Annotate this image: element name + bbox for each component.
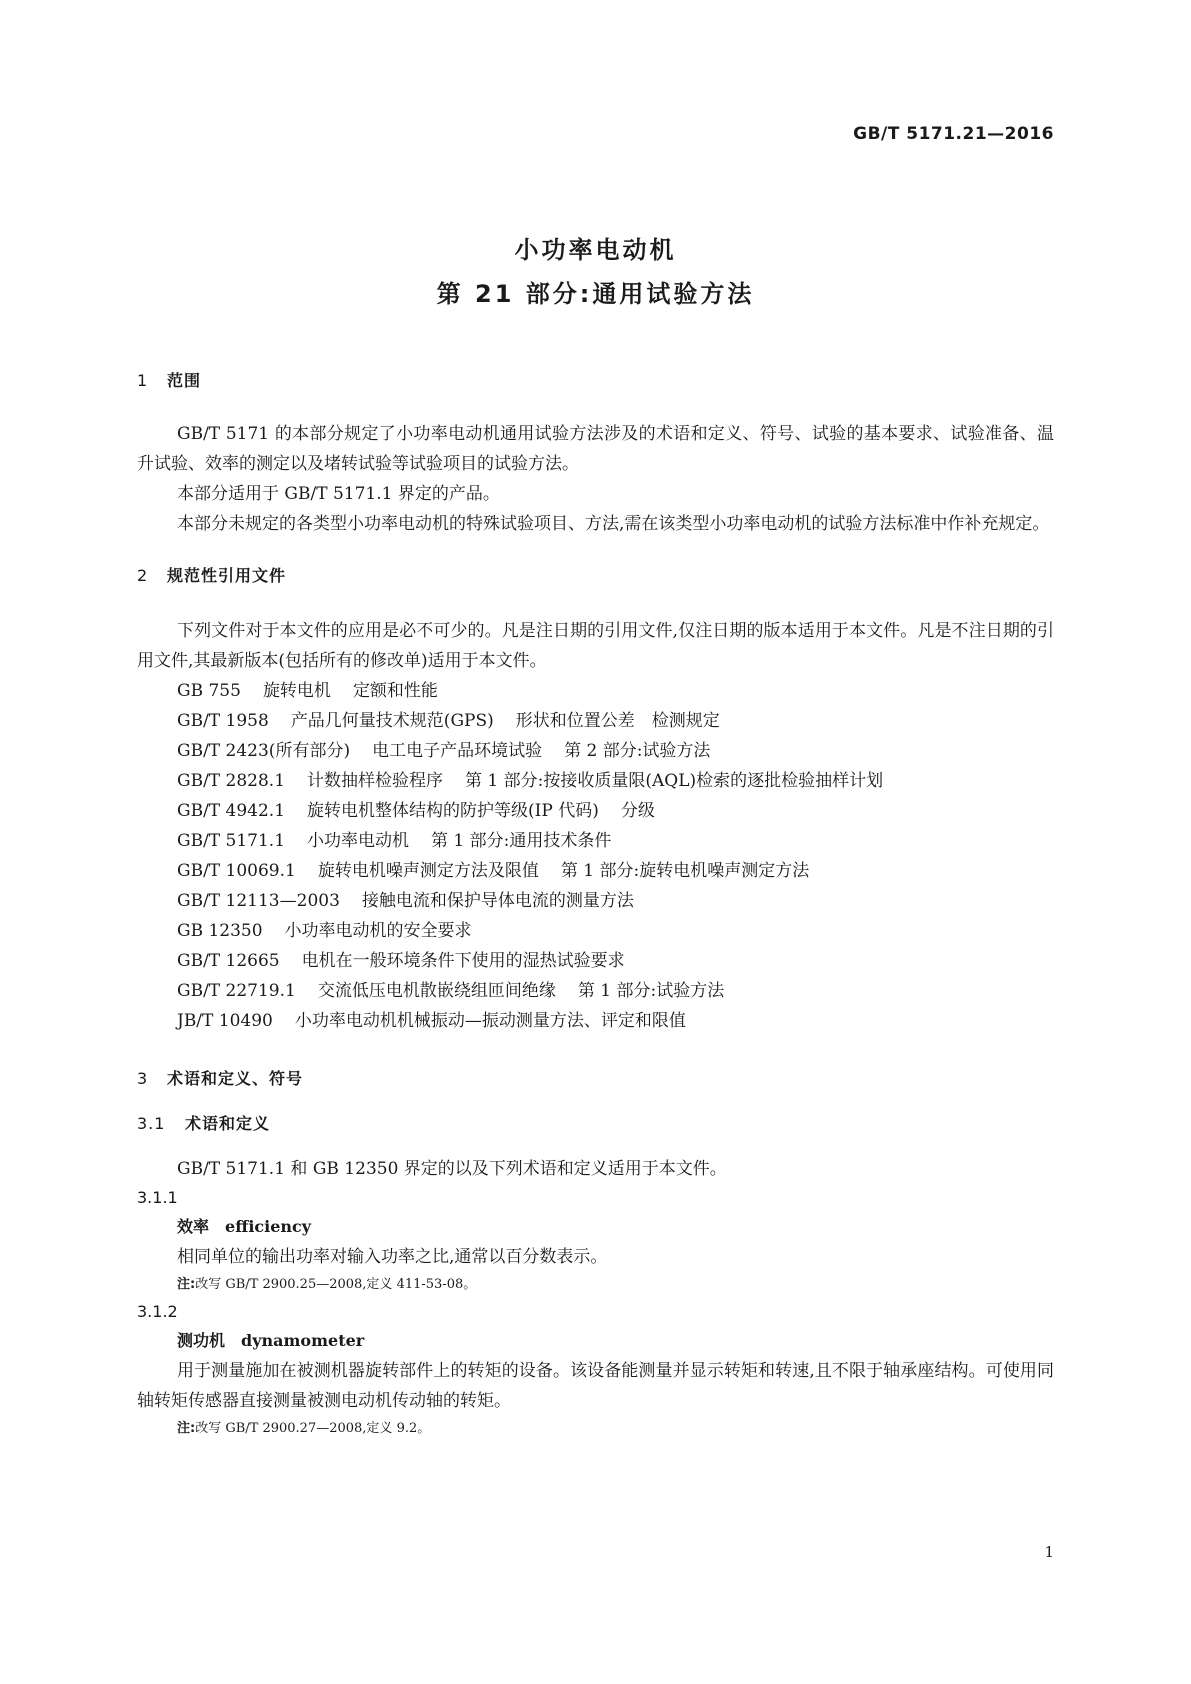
section-2-title: 规范性引用文件 bbox=[167, 566, 287, 585]
reference-part: 第 1 部分:按接收质量限(AQL)检索的逐批检验抽样计划 bbox=[465, 771, 884, 791]
reference-title: 小功率电动机机械振动—振动测量方法、评定和限值 bbox=[294, 1011, 686, 1031]
reference-code: JB/T 10490 bbox=[177, 1011, 273, 1031]
reference-code: GB 755 bbox=[177, 681, 241, 701]
note-label: 注: bbox=[177, 1421, 196, 1436]
reference-title: 接触电流和保护导体电流的测量方法 bbox=[361, 891, 634, 911]
reference-title: 旋转电机整体结构的防护等级(IP 代码) bbox=[307, 801, 599, 821]
term-number: 3.1.2 bbox=[137, 1302, 178, 1321]
reference-item bbox=[177, 1006, 1054, 1036]
reference-part: 第 2 部分:试验方法 bbox=[564, 741, 711, 761]
document-subtitle: 第 21 部分:通用试验方法 bbox=[436, 280, 755, 308]
reference-code: GB/T 5171.1 bbox=[177, 831, 286, 851]
term-note bbox=[177, 1416, 1054, 1442]
reference-title: 产品几何量技术规范(GPS) bbox=[290, 711, 494, 731]
reference-item bbox=[177, 736, 1054, 766]
term-definition: 相同单位的输出功率对输入功率之比,通常以百分数表示。 bbox=[177, 1247, 608, 1267]
reference-item bbox=[177, 856, 1054, 886]
scope-paragraph-1: GB/T 5171 的本部分规定了小功率电动机通用试验方法涉及的术语和定义、符号、试验的基本要求、试验准备、温升试验、效率的测定以及堵转试验等试验项目的试验方法。 bbox=[137, 424, 1054, 474]
section-3-heading bbox=[137, 1066, 1054, 1089]
section-1-heading bbox=[137, 368, 1054, 391]
reference-part: 分级 bbox=[620, 801, 655, 821]
standard-number: GB/T 5171.21—2016 bbox=[853, 124, 1054, 144]
section-1-number: 1 bbox=[137, 371, 149, 390]
reference-item bbox=[177, 706, 1054, 736]
reference-item bbox=[177, 826, 1054, 856]
section-3-title: 术语和定义、符号 bbox=[167, 1069, 304, 1088]
term-definition: 用于测量施加在被测机器旋转部件上的转矩的设备。该设备能测量并显示转矩和转速,且不限于轴承座结构。可使用同轴转矩传感器直接测量被测电动机传动轴的转矩。 bbox=[137, 1361, 1054, 1411]
reference-item bbox=[177, 886, 1054, 916]
reference-title: 小功率电动机的安全要求 bbox=[284, 921, 472, 941]
term-zh: 测功机 bbox=[177, 1331, 226, 1350]
reference-title: 旋转电机噪声测定方法及限值 bbox=[317, 861, 539, 881]
section-1-title: 范围 bbox=[167, 371, 202, 390]
reference-part: 第 1 部分:试验方法 bbox=[577, 981, 725, 1001]
document-title: 小功率电动机 bbox=[514, 236, 677, 264]
reference-item bbox=[177, 676, 1054, 706]
reference-title: 旋转电机 bbox=[262, 681, 331, 701]
term-number: 3.1.1 bbox=[137, 1188, 178, 1207]
scope-paragraph-2: 本部分适用于 GB/T 5171.1 界定的产品。 bbox=[177, 484, 500, 504]
reference-list bbox=[137, 676, 1054, 1036]
reference-item bbox=[177, 976, 1054, 1006]
reference-code: GB/T 12665 bbox=[177, 951, 280, 971]
note-text: 改写 GB/T 2900.25—2008,定义 411-53-08。 bbox=[195, 1277, 477, 1292]
term-en: efficiency bbox=[225, 1217, 312, 1236]
reference-part: 第 1 部分:旋转电机噪声测定方法 bbox=[560, 861, 810, 881]
section-2-number: 2 bbox=[137, 566, 149, 585]
reference-code: GB/T 1958 bbox=[177, 711, 269, 731]
reference-code: GB/T 4942.1 bbox=[177, 801, 286, 821]
reference-code: GB/T 2423(所有部分) bbox=[177, 741, 351, 761]
reference-code: GB/T 22719.1 bbox=[177, 981, 296, 1001]
document-body bbox=[137, 368, 1054, 1442]
reference-item bbox=[177, 946, 1054, 976]
reference-item bbox=[177, 916, 1054, 946]
terms-intro: GB/T 5171.1 和 GB 12350 界定的以及下列术语和定义适用于本文件。 bbox=[177, 1159, 727, 1179]
note-label: 注: bbox=[177, 1277, 196, 1292]
term-note bbox=[177, 1272, 1054, 1298]
section-3-1-heading bbox=[137, 1111, 1054, 1134]
section-3-1-title: 术语和定义 bbox=[185, 1114, 271, 1133]
term-heading bbox=[177, 1326, 1054, 1356]
section-3-number: 3 bbox=[137, 1069, 149, 1088]
term-zh: 效率 bbox=[177, 1217, 210, 1236]
reference-part: 定额和性能 bbox=[352, 681, 438, 701]
reference-code: GB 12350 bbox=[177, 921, 263, 941]
reference-title: 电机在一般环境条件下使用的湿热试验要求 bbox=[301, 951, 625, 971]
reference-code: GB/T 10069.1 bbox=[177, 861, 296, 881]
reference-part: 形状和位置公差 检测规定 bbox=[515, 711, 720, 731]
term-en: dynamometer bbox=[241, 1331, 365, 1350]
page-number: 1 bbox=[1044, 1543, 1054, 1561]
term-heading bbox=[177, 1212, 1054, 1242]
section-3-1-number: 3.1 bbox=[137, 1114, 166, 1133]
note-text: 改写 GB/T 2900.27—2008,定义 9.2。 bbox=[195, 1421, 431, 1436]
reference-title: 电工电子产品环境试验 bbox=[372, 741, 543, 761]
section-2-heading bbox=[137, 563, 1054, 586]
reference-part: 第 1 部分:通用技术条件 bbox=[431, 831, 612, 851]
reference-title: 交流低压电机散嵌绕组匝间绝缘 bbox=[317, 981, 556, 1001]
reference-title: 计数抽样检验程序 bbox=[307, 771, 444, 791]
reference-item bbox=[177, 766, 1054, 796]
reference-code: GB/T 2828.1 bbox=[177, 771, 286, 791]
references-intro: 下列文件对于本文件的应用是必不可少的。凡是注日期的引用文件,仅注日期的版本适用于本文件。凡是不注日期的引用文件,其最新版本(包括所有的修改单)适用于本文件。 bbox=[137, 621, 1054, 671]
scope-paragraph-3: 本部分未规定的各类型小功率电动机的特殊试验项目、方法,需在该类型小功率电动机的试验方法标准中作补充规定。 bbox=[177, 514, 1050, 534]
reference-code: GB/T 12113—2003 bbox=[177, 891, 340, 911]
reference-item bbox=[177, 796, 1054, 826]
reference-title: 小功率电动机 bbox=[307, 831, 410, 851]
